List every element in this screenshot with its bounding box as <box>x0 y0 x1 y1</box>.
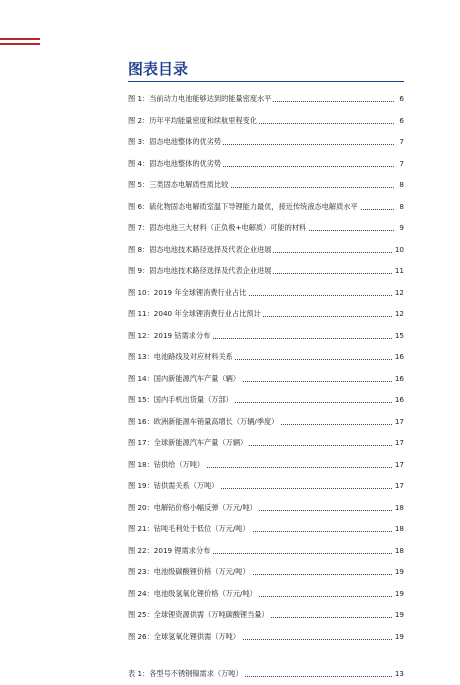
figure-entry[interactable] <box>128 454 404 476</box>
header-rule-bottom <box>0 43 40 45</box>
figure-entry[interactable] <box>128 196 404 218</box>
figure-entry-label: 图 16：欧洲新能源车销量高增长（万辆/季度） <box>128 411 280 433</box>
figure-entry[interactable] <box>128 239 404 261</box>
figure-entry-page: 17 <box>393 475 404 497</box>
figure-entry-page: 12 <box>393 303 404 325</box>
figure-entry[interactable] <box>128 217 404 239</box>
figure-entry[interactable] <box>128 518 404 540</box>
toc-header <box>128 58 404 80</box>
figure-entry-label: 图 2：历年平均能量密度和续航里程变化 <box>128 110 259 132</box>
figure-entry-page: 19 <box>393 583 404 605</box>
figure-entry[interactable] <box>128 626 404 648</box>
figure-entry-page: 17 <box>393 411 404 433</box>
figure-entry-page: 12 <box>393 282 404 304</box>
figure-entry-label: 图 6：硫化物固态电解质室温下导锂能力最优，接近传统液态电解质水平 <box>128 196 360 218</box>
figure-entry-label: 图 4：固态电池整体的优劣势 <box>128 153 223 175</box>
figure-entry[interactable] <box>128 368 404 390</box>
figure-entry[interactable] <box>128 497 404 519</box>
figure-entry[interactable] <box>128 475 404 497</box>
table-entry[interactable] <box>128 663 404 685</box>
figure-entry-page: 18 <box>393 497 404 519</box>
figure-entry[interactable] <box>128 131 404 153</box>
figure-entry-page: 8 <box>397 174 404 196</box>
figure-entry-page: 7 <box>397 153 404 175</box>
figure-entry[interactable] <box>128 604 404 626</box>
figure-entry[interactable] <box>128 583 404 605</box>
figure-entry-page: 15 <box>393 325 404 347</box>
figure-entry-page: 9 <box>397 217 404 239</box>
figure-entry[interactable] <box>128 153 404 175</box>
figure-entry[interactable] <box>128 303 404 325</box>
figure-entry-label: 图 18：钴供给（万吨） <box>128 454 206 476</box>
figure-entry-label: 图 25：全球锂资源供需（万吨碳酸锂当量） <box>128 604 271 626</box>
figure-entry-label: 图 26：全球氢氧化锂供需（万吨） <box>128 626 242 648</box>
figure-entry[interactable] <box>128 561 404 583</box>
figure-entry-label: 图 19：钴供需关系（万吨） <box>128 475 221 497</box>
figure-entry[interactable] <box>128 346 404 368</box>
figure-entry[interactable] <box>128 411 404 433</box>
figure-entry-page: 6 <box>397 110 404 132</box>
figure-entry-label: 图 12：2019 钴需求分布 <box>128 325 212 347</box>
figure-entry-label: 图 20：电解钴价格小幅反弹（万元/吨） <box>128 497 259 519</box>
figure-entry-page: 16 <box>393 368 404 390</box>
figure-entry-label: 图 21：钴吨毛利处于低位（万元/吨） <box>128 518 252 540</box>
figure-entry-label: 图 11：2040 年全球锂消费行业占比预计 <box>128 303 263 325</box>
figure-entry-label: 图 14：国内新能源汽车产量（辆） <box>128 368 242 390</box>
figure-entry-label: 图 10：2019 年全球锂消费行业占比 <box>128 282 248 304</box>
figure-entry-label: 图 1：当前动力电池能够达到的能量密度水平 <box>128 88 273 110</box>
figure-entry-label: 图 8：固态电池技术路径选择及代表企业进展 <box>128 239 273 261</box>
figure-entry-page: 17 <box>393 454 404 476</box>
table-entry-page: 13 <box>393 663 404 685</box>
page-title: 图表目录 <box>128 60 189 78</box>
figure-entry-label: 图 24：电池级氢氧化锂价格（万元/吨） <box>128 583 259 605</box>
figure-entry-page: 10 <box>393 239 404 261</box>
figure-entry[interactable] <box>128 325 404 347</box>
figure-entry-label: 图 22：2019 锂需求分布 <box>128 540 212 562</box>
figure-entry-page: 17 <box>393 432 404 454</box>
figure-entry-label: 图 9：固态电池技术路径选择及代表企业进展 <box>128 260 273 282</box>
figure-entry-label: 图 7：固态电池三大材料（正负极+电解质）可能的材料 <box>128 217 308 239</box>
figure-entry-page: 6 <box>397 88 404 110</box>
figure-entry[interactable] <box>128 174 404 196</box>
figure-entry-page: 19 <box>393 561 404 583</box>
figure-entry[interactable] <box>128 540 404 562</box>
figure-entry-label: 图 3：固态电池整体的优劣势 <box>128 131 223 153</box>
figure-entry-page: 16 <box>393 346 404 368</box>
figure-entry[interactable] <box>128 282 404 304</box>
figure-table-of-contents <box>128 88 404 685</box>
figure-entry-label: 图 23：电池级碳酸锂价格（万元/吨） <box>128 561 252 583</box>
figure-entry-page: 7 <box>397 131 404 153</box>
figure-entry-page: 18 <box>393 540 404 562</box>
figure-entry[interactable] <box>128 260 404 282</box>
figure-entry-page: 11 <box>393 260 404 282</box>
figure-entry-page: 18 <box>393 518 404 540</box>
figure-entry-page: 19 <box>393 604 404 626</box>
section-gap <box>128 647 404 663</box>
figure-entry-page: 8 <box>397 196 404 218</box>
figure-entry[interactable] <box>128 88 404 110</box>
header-rule-top <box>0 38 40 40</box>
figure-entry-label: 图 15：国内手机出货量（万部） <box>128 389 235 411</box>
figure-entry[interactable] <box>128 432 404 454</box>
figure-entry[interactable] <box>128 389 404 411</box>
figure-entry-label: 图 17：全球新能源汽车产量（万辆） <box>128 432 249 454</box>
title-underline <box>128 81 404 82</box>
figure-entry-label: 图 5：三类固态电解质性质比较 <box>128 174 230 196</box>
figure-entry-page: 16 <box>393 389 404 411</box>
table-entry-label: 表 1：各型号不锈钢镍需求（万吨） <box>128 663 245 685</box>
figure-entry[interactable] <box>128 110 404 132</box>
figure-entry-label: 图 13：电池路线及对应材料关系 <box>128 346 235 368</box>
figure-entry-page: 19 <box>393 626 404 648</box>
